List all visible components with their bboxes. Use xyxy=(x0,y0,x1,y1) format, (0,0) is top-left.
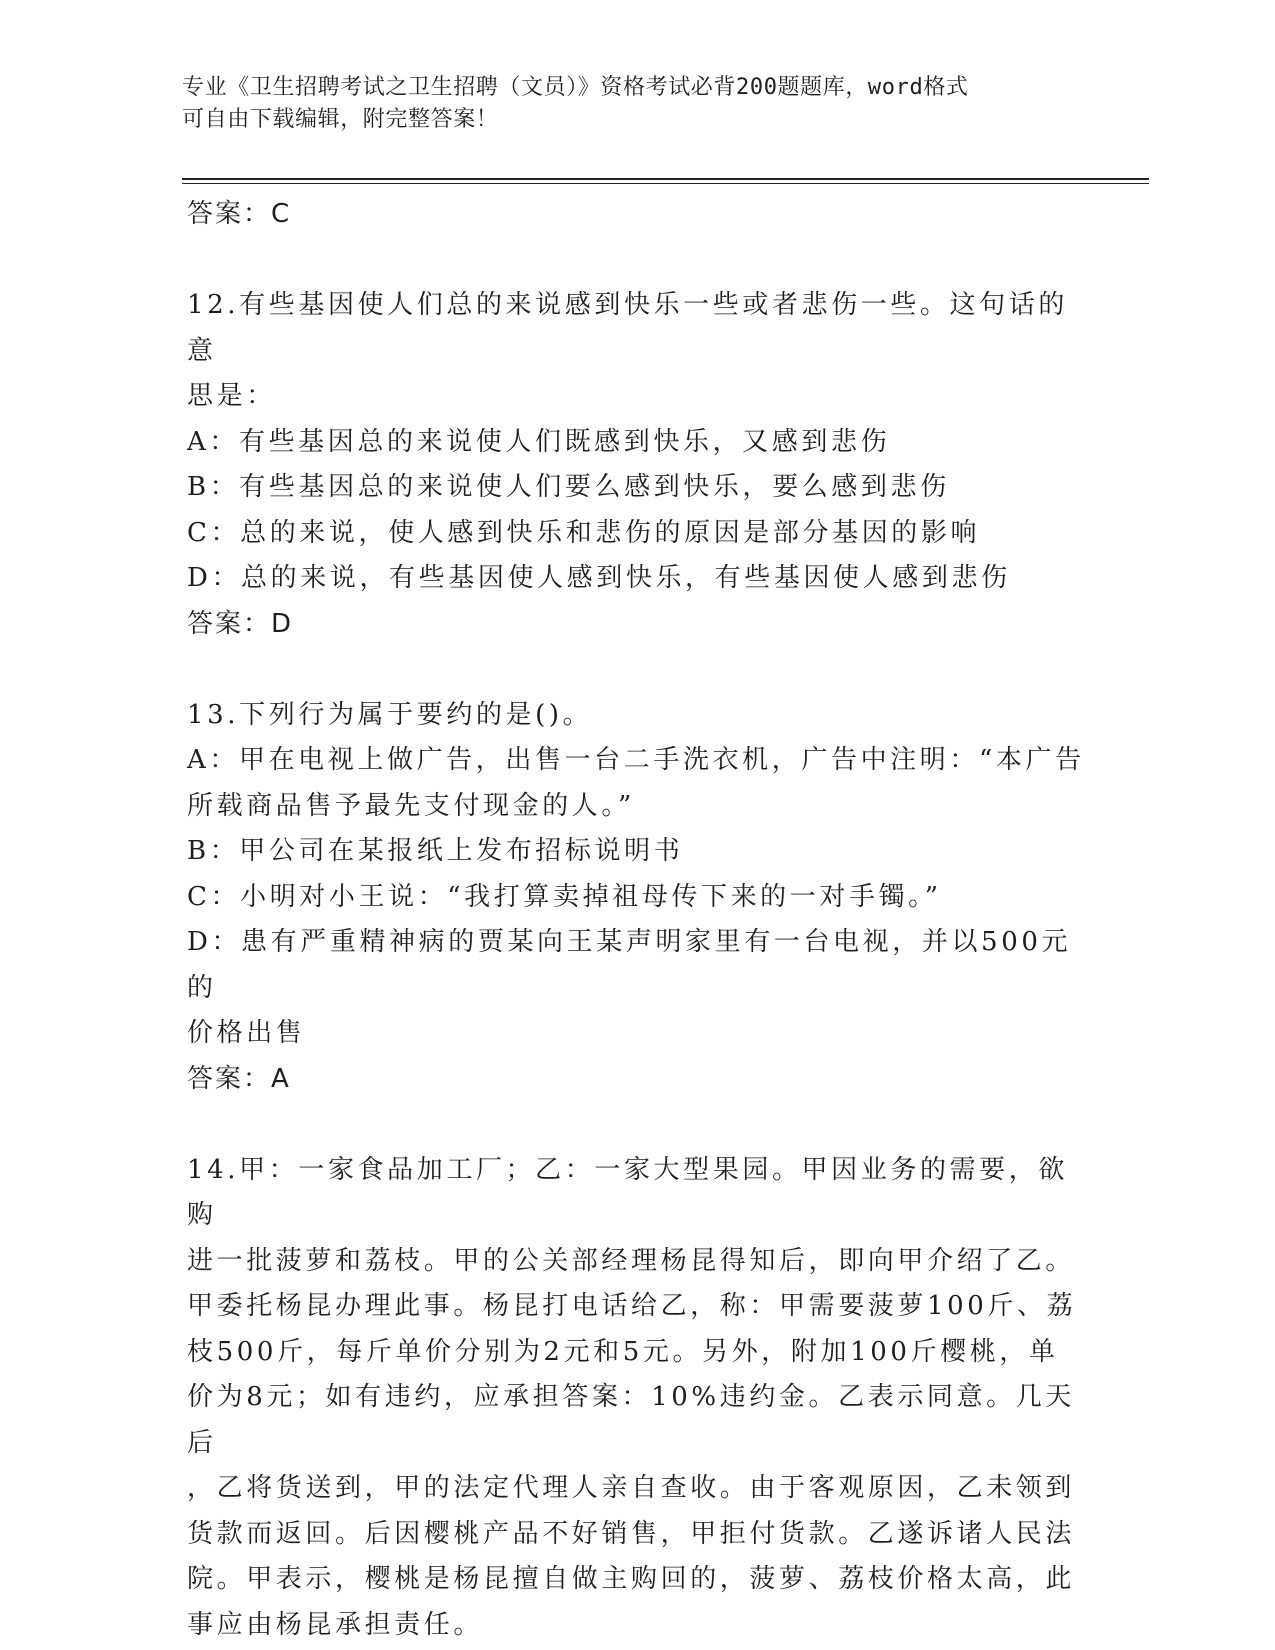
question-14-line: 14.甲：一家食品加工厂；乙：一家大型果园。甲因业务的需要，欲购 xyxy=(187,1154,1068,1230)
question-13 xyxy=(187,693,1087,1103)
question-12-option-a: A：有些基因总的来说使人们既感到快乐，又感到悲伤 xyxy=(187,426,891,457)
question-13-option-a-line-1: A：甲在电视上做广告，出售一台二手洗衣机，广告中注明：“本广告 xyxy=(187,745,1085,775)
question-13-option-c: C：小明对小王说：“我打算卖掉祖母传下来的一对手镯。” xyxy=(187,881,942,912)
question-14-line: ，乙将货送到，甲的法定代理人亲自查收。由于客观原因，乙未领到 xyxy=(187,1473,1076,1503)
question-12-answer: 答案：D xyxy=(187,608,294,639)
question-12-option-b: B：有些基因总的来说使人们要么感到快乐，要么感到悲伤 xyxy=(187,472,950,502)
header-divider-thick xyxy=(182,178,1149,180)
header-divider-thin xyxy=(182,183,1149,184)
question-13-option-d-line-2: 价格出售 xyxy=(187,1018,306,1048)
question-14-line: 甲委托杨昆办理此事。杨昆打电话给乙，称：甲需要菠萝100斤、荔 xyxy=(187,1291,1077,1321)
question-14-line: 价为8元；如有违约，应承担答案：10%违约金。乙表示同意。几天后 xyxy=(187,1382,1075,1458)
question-14-line: 货款而返回。后因樱桃产品不好销售，甲拒付货款。乙遂诉诸人民法 xyxy=(187,1518,1076,1549)
question-12-option-d: D：总的来说，有些基因使人感到快乐，有些基因使人感到悲伤 xyxy=(187,563,1011,593)
question-14-line: 枝500斤，每斤单价分别为2元和5元。另外，附加100斤樱桃，单 xyxy=(187,1336,1059,1367)
question-12-option-c: C：总的来说，使人感到快乐和悲伤的原因是部分基因的影响 xyxy=(187,517,981,548)
question-13-option-d-line-1: D：患有严重精神病的贾某向王某声明家里有一台电视，并以500元的 xyxy=(187,927,1072,1003)
question-12-stem-line-2: 思是： xyxy=(187,381,276,411)
question-13-option-a-line-2: 所载商品售予最先支付现金的人。” xyxy=(187,790,635,821)
question-14-line: 事应由杨昆承担责任。 xyxy=(187,1609,484,1640)
question-13-option-b: B：甲公司在某报纸上发布招标说明书 xyxy=(187,836,684,866)
question-13-answer: 答案：A xyxy=(187,1063,291,1094)
header-line-1: 专业《卫生招聘考试之卫生招聘（文员）》资格考试必背200题题库，word格式 xyxy=(182,75,969,100)
question-13-stem: 13.下列行为属于要约的是()。 xyxy=(187,699,593,730)
previous-answer: 答案：C xyxy=(187,199,292,229)
question-12-stem-line-1: 12.有些基因使人们总的来说感到快乐一些或者悲伤一些。这句话的意 xyxy=(187,290,1068,366)
spacer xyxy=(187,647,1087,693)
question-14-line: 进一批菠萝和荔枝。甲的公关部经理杨昆得知后，即向甲介绍了乙。 xyxy=(187,1245,1076,1276)
question-12 xyxy=(187,283,1087,647)
spacer xyxy=(187,238,1087,284)
spacer xyxy=(187,1102,1087,1148)
document-header xyxy=(182,72,1062,136)
header-line-2: 可自由下载编辑，附完整答案！ xyxy=(182,107,499,132)
question-14 xyxy=(187,1148,1087,1649)
document-body xyxy=(187,192,1087,1648)
question-14-line: 院。甲表示，樱桃是杨昆擅自做主购回的，菠萝、荔枝价格太高，此 xyxy=(187,1564,1076,1594)
